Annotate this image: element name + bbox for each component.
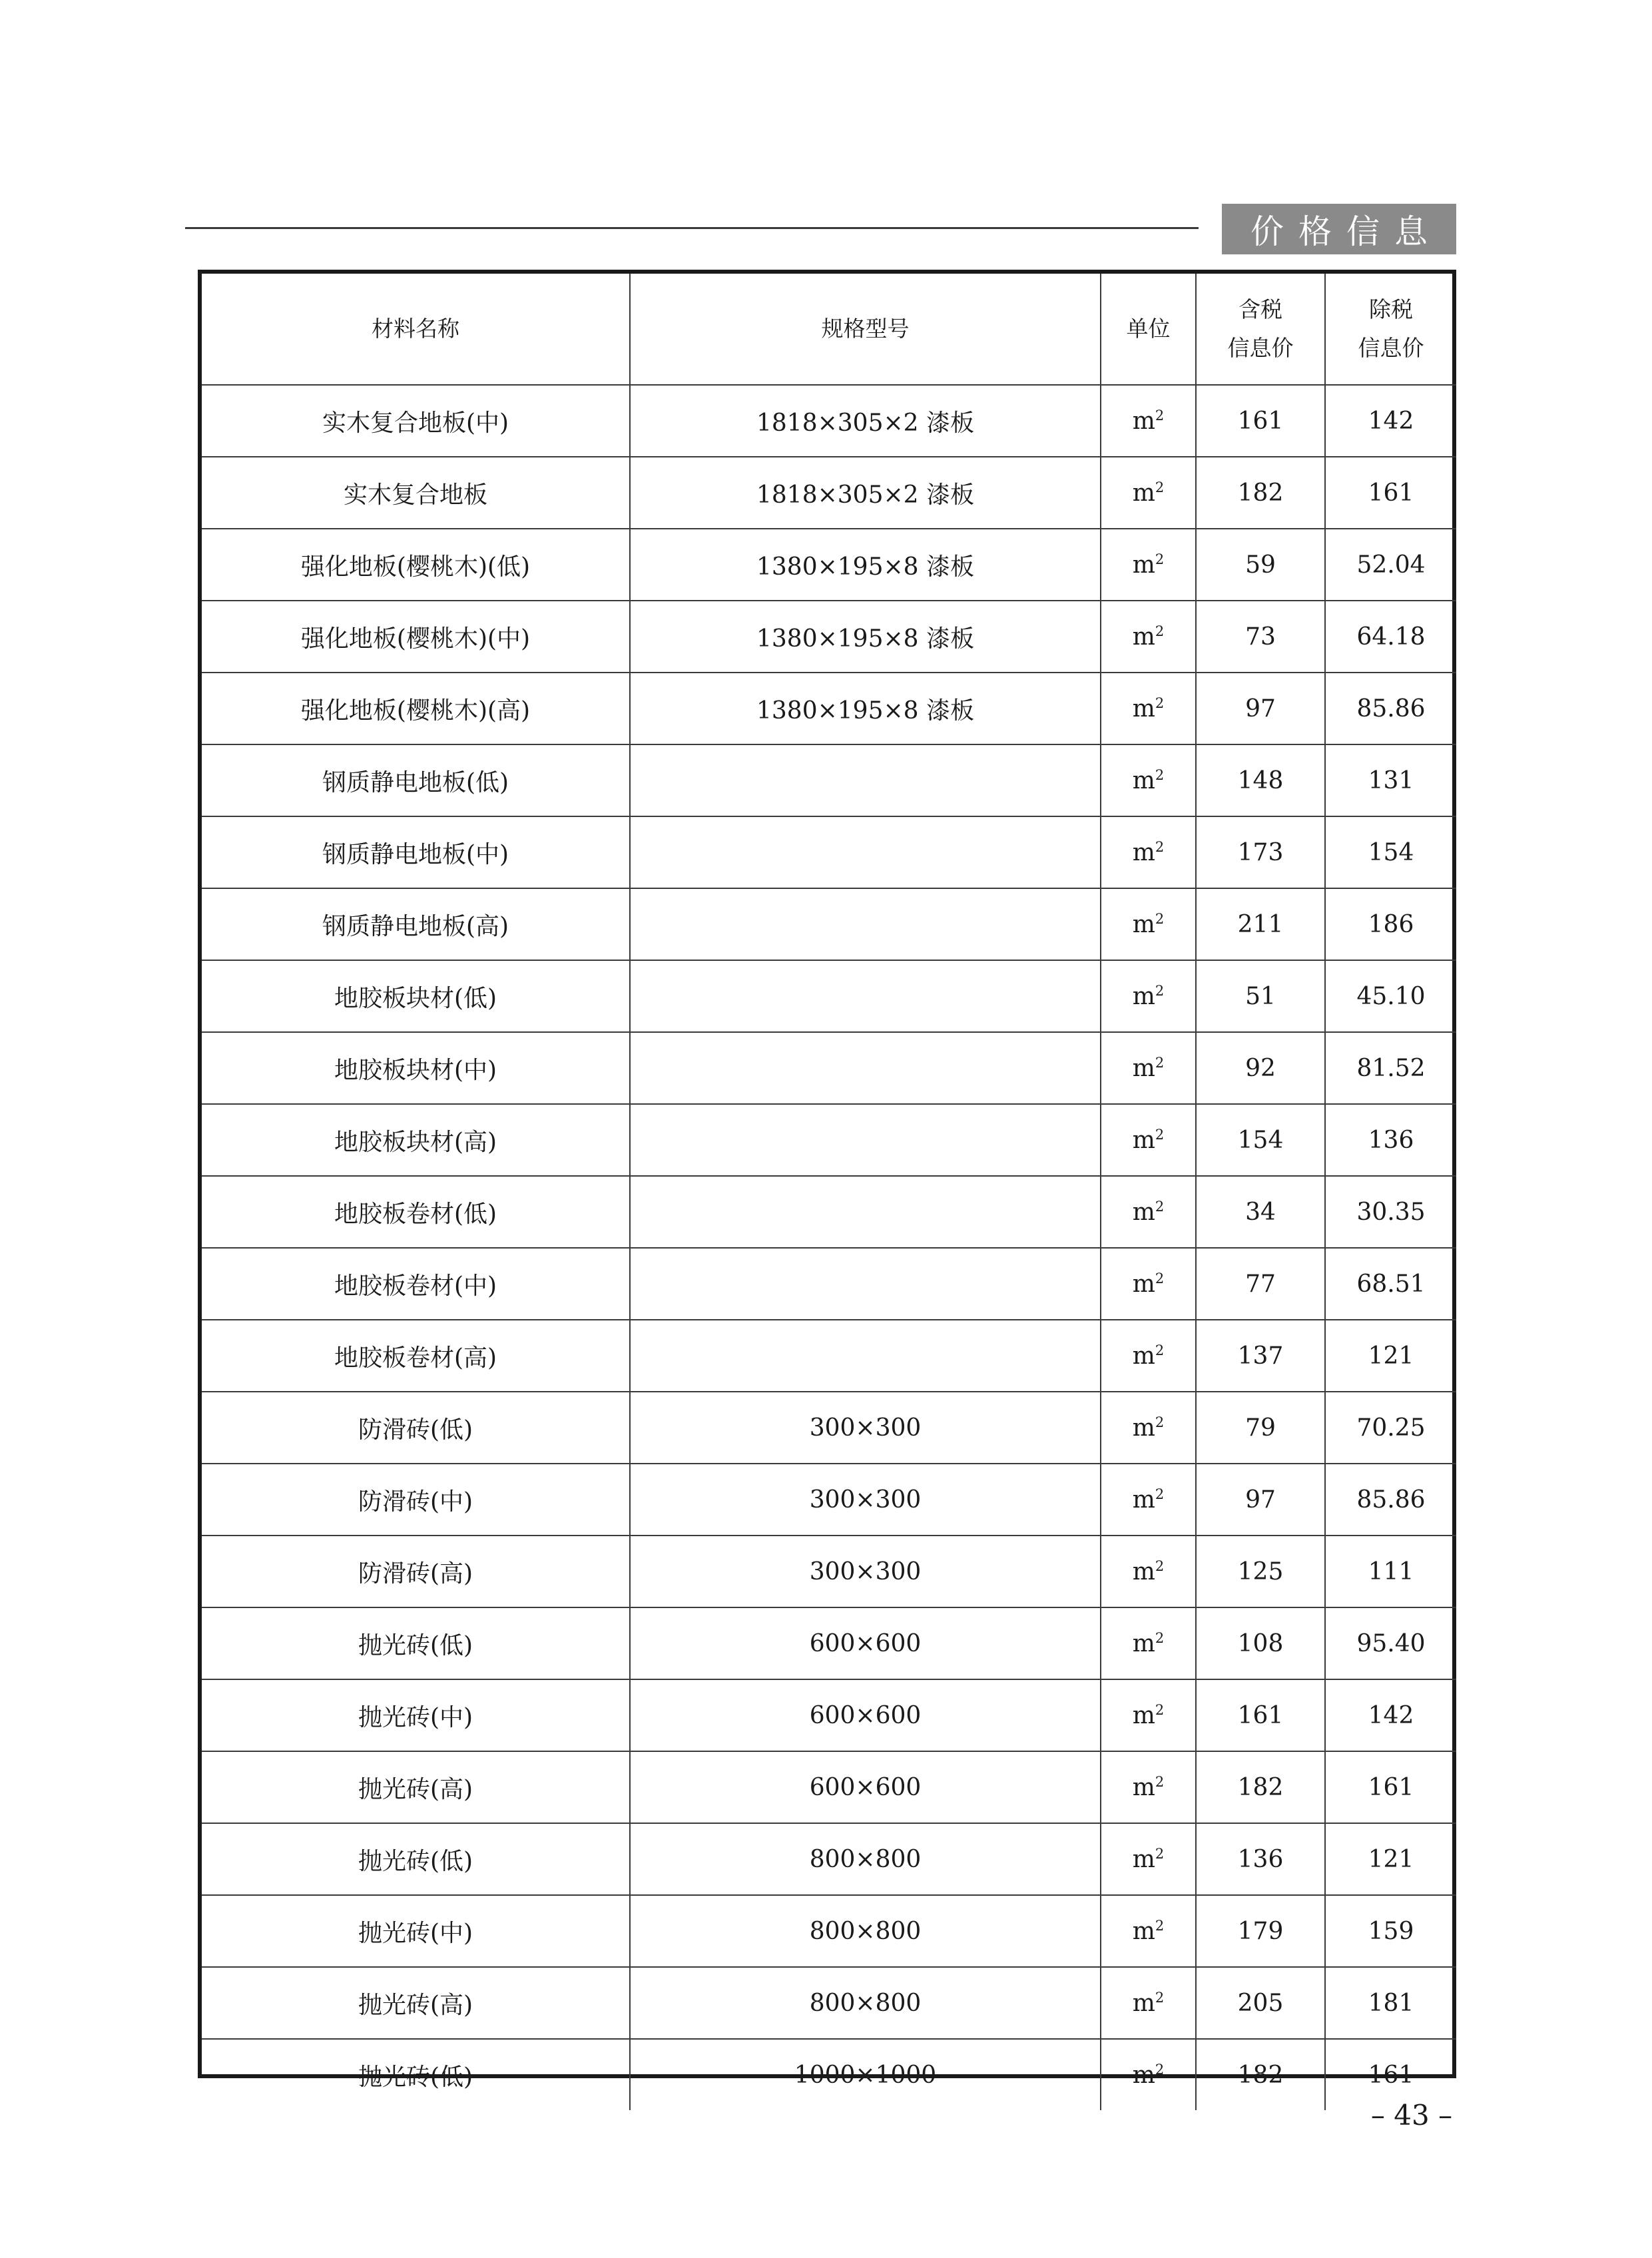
cell-unit — [1101, 601, 1196, 673]
unit-exponent: 2 — [1155, 407, 1165, 423]
cell-spec: 600×600 — [630, 1679, 1101, 1751]
unit-base: m — [1132, 1198, 1155, 1226]
cell-price-tax: 173 — [1196, 816, 1325, 888]
unit-base: m — [1132, 407, 1155, 435]
cell-price-notax: 131 — [1325, 744, 1456, 816]
table-row — [202, 385, 1456, 457]
unit-exponent: 2 — [1155, 910, 1165, 927]
column-header-line: 除税 — [1369, 296, 1413, 322]
cell-price-tax: 77 — [1196, 1248, 1325, 1320]
unit-exponent: 2 — [1155, 838, 1165, 855]
cell-price-notax: 161 — [1325, 2039, 1456, 2110]
unit-exponent: 2 — [1155, 1342, 1165, 1358]
section-tag — [1222, 204, 1456, 254]
unit-base: m — [1132, 2061, 1155, 2089]
unit-base: m — [1132, 1054, 1155, 1082]
cell-price-notax: 186 — [1325, 888, 1456, 960]
unit-base: m — [1132, 1629, 1155, 1657]
cell-material-name: 地胶板卷材(中) — [202, 1248, 630, 1320]
unit-exponent: 2 — [1155, 551, 1165, 567]
table-row — [202, 457, 1456, 529]
cell-material-name: 地胶板块材(中) — [202, 1032, 630, 1104]
cell-price-tax: 125 — [1196, 1536, 1325, 1607]
cell-spec: 300×300 — [630, 1392, 1101, 1464]
cell-unit — [1101, 1679, 1196, 1751]
cell-spec — [630, 1104, 1101, 1176]
unit-base: m — [1132, 766, 1155, 794]
unit-base: m — [1132, 623, 1155, 651]
cell-material-name: 强化地板(樱桃木)(中) — [202, 601, 630, 673]
cell-price-notax: 30.35 — [1325, 1176, 1456, 1248]
cell-price-tax: 79 — [1196, 1392, 1325, 1464]
column-header-line: 单位 — [1126, 316, 1171, 342]
unit-base: m — [1132, 1701, 1155, 1729]
cell-unit — [1101, 888, 1196, 960]
table-row — [202, 1320, 1456, 1392]
cell-price-tax: 205 — [1196, 1967, 1325, 2039]
cell-material-name: 强化地板(樱桃木)(高) — [202, 673, 630, 744]
cell-price-notax: 95.40 — [1325, 1607, 1456, 1679]
unit-exponent: 2 — [1155, 1414, 1165, 1430]
unit-base: m — [1132, 1773, 1155, 1801]
column-header-price-notax — [1325, 274, 1456, 385]
section-title: 价格信息 — [1250, 212, 1442, 251]
cell-price-tax: 108 — [1196, 1607, 1325, 1679]
cell-price-notax: 111 — [1325, 1536, 1456, 1607]
unit-base: m — [1132, 1270, 1155, 1298]
price-table-frame — [198, 270, 1456, 2091]
unit-base: m — [1132, 982, 1155, 1010]
unit-exponent: 2 — [1155, 766, 1165, 783]
cell-spec: 1380×195×8 漆板 — [630, 673, 1101, 744]
cell-spec — [630, 744, 1101, 816]
unit-exponent: 2 — [1155, 982, 1165, 999]
table-row — [202, 1607, 1456, 1679]
column-header-line: 信息价 — [1227, 335, 1294, 361]
cell-price-tax: 73 — [1196, 601, 1325, 673]
cell-material-name: 地胶板块材(低) — [202, 960, 630, 1032]
unit-base: m — [1132, 1414, 1155, 1442]
cell-unit — [1101, 457, 1196, 529]
unit-exponent: 2 — [1155, 1486, 1165, 1502]
cell-spec: 1818×305×2 漆板 — [630, 385, 1101, 457]
cell-price-notax: 142 — [1325, 385, 1456, 457]
table-row — [202, 1895, 1456, 1967]
unit-exponent: 2 — [1155, 1126, 1165, 1143]
unit-base: m — [1132, 1557, 1155, 1585]
cell-price-notax: 154 — [1325, 816, 1456, 888]
cell-unit — [1101, 960, 1196, 1032]
cell-price-notax: 64.18 — [1325, 601, 1456, 673]
unit-exponent: 2 — [1155, 1054, 1165, 1071]
cell-material-name: 抛光砖(低) — [202, 2039, 630, 2110]
cell-material-name: 钢质静电地板(中) — [202, 816, 630, 888]
cell-spec: 300×300 — [630, 1464, 1101, 1536]
cell-price-tax: 97 — [1196, 1464, 1325, 1536]
unit-base: m — [1132, 1126, 1155, 1154]
cell-spec: 600×600 — [630, 1751, 1101, 1823]
cell-spec: 800×800 — [630, 1823, 1101, 1895]
cell-unit — [1101, 1248, 1196, 1320]
cell-material-name: 抛光砖(低) — [202, 1607, 630, 1679]
cell-material-name: 抛光砖(低) — [202, 1823, 630, 1895]
cell-spec: 1000×1000 — [630, 2039, 1101, 2110]
table-row — [202, 1464, 1456, 1536]
cell-price-tax: 136 — [1196, 1823, 1325, 1895]
cell-material-name: 防滑砖(高) — [202, 1536, 630, 1607]
table-row — [202, 673, 1456, 744]
cell-material-name: 抛光砖(中) — [202, 1679, 630, 1751]
cell-spec: 800×800 — [630, 1967, 1101, 2039]
cell-price-tax: 161 — [1196, 385, 1325, 457]
unit-exponent: 2 — [1155, 1270, 1165, 1286]
cell-unit — [1101, 744, 1196, 816]
cell-price-notax: 181 — [1325, 1967, 1456, 2039]
cell-price-tax: 97 — [1196, 673, 1325, 744]
cell-price-notax: 161 — [1325, 457, 1456, 529]
cell-spec: 300×300 — [630, 1536, 1101, 1607]
table-row — [202, 601, 1456, 673]
cell-unit — [1101, 1320, 1196, 1392]
column-header-unit — [1101, 274, 1196, 385]
column-header-name — [202, 274, 630, 385]
table-row — [202, 744, 1456, 816]
cell-price-tax: 182 — [1196, 2039, 1325, 2110]
cell-material-name: 实木复合地板(中) — [202, 385, 630, 457]
cell-unit — [1101, 2039, 1196, 2110]
cell-spec — [630, 816, 1101, 888]
cell-spec — [630, 888, 1101, 960]
cell-spec — [630, 1248, 1101, 1320]
table-row — [202, 529, 1456, 601]
table-row — [202, 2039, 1456, 2110]
table-row — [202, 1248, 1456, 1320]
cell-price-tax: 92 — [1196, 1032, 1325, 1104]
cell-spec: 1380×195×8 漆板 — [630, 601, 1101, 673]
cell-material-name: 抛光砖(中) — [202, 1895, 630, 1967]
page-number: – 43 – — [1370, 2099, 1453, 2131]
cell-unit — [1101, 1176, 1196, 1248]
table-row — [202, 1967, 1456, 2039]
cell-material-name: 抛光砖(高) — [202, 1751, 630, 1823]
table-row — [202, 1823, 1456, 1895]
cell-spec — [630, 1176, 1101, 1248]
table-row — [202, 1392, 1456, 1464]
cell-material-name: 防滑砖(中) — [202, 1464, 630, 1536]
cell-price-notax: 161 — [1325, 1751, 1456, 1823]
cell-material-name: 抛光砖(高) — [202, 1967, 630, 2039]
unit-base: m — [1132, 1917, 1155, 1945]
unit-exponent: 2 — [1155, 2061, 1165, 2078]
unit-base: m — [1132, 1989, 1155, 2017]
column-header-line: 规格型号 — [821, 316, 910, 342]
cell-price-tax: 148 — [1196, 744, 1325, 816]
cell-spec: 1380×195×8 漆板 — [630, 529, 1101, 601]
column-header-spec — [630, 274, 1101, 385]
unit-exponent: 2 — [1155, 1773, 1165, 1790]
unit-exponent: 2 — [1155, 479, 1165, 495]
header-rule — [185, 227, 1199, 229]
cell-unit — [1101, 1751, 1196, 1823]
table-row — [202, 816, 1456, 888]
cell-price-tax: 59 — [1196, 529, 1325, 601]
cell-price-tax: 154 — [1196, 1104, 1325, 1176]
unit-exponent: 2 — [1155, 1629, 1165, 1646]
cell-price-tax: 137 — [1196, 1320, 1325, 1392]
cell-material-name: 钢质静电地板(高) — [202, 888, 630, 960]
unit-base: m — [1132, 1342, 1155, 1370]
cell-spec: 800×800 — [630, 1895, 1101, 1967]
cell-unit — [1101, 673, 1196, 744]
cell-price-tax: 179 — [1196, 1895, 1325, 1967]
table-row — [202, 1536, 1456, 1607]
cell-unit — [1101, 529, 1196, 601]
cell-price-notax: 85.86 — [1325, 1464, 1456, 1536]
cell-price-tax: 211 — [1196, 888, 1325, 960]
cell-price-notax: 159 — [1325, 1895, 1456, 1967]
cell-price-notax: 121 — [1325, 1320, 1456, 1392]
cell-price-tax: 51 — [1196, 960, 1325, 1032]
unit-base: m — [1132, 1486, 1155, 1514]
table-row — [202, 1751, 1456, 1823]
unit-exponent: 2 — [1155, 1989, 1165, 2006]
cell-spec: 1818×305×2 漆板 — [630, 457, 1101, 529]
cell-material-name: 钢质静电地板(低) — [202, 744, 630, 816]
table-body — [202, 385, 1456, 2110]
cell-price-notax: 81.52 — [1325, 1032, 1456, 1104]
cell-unit — [1101, 1104, 1196, 1176]
cell-material-name: 实木复合地板 — [202, 457, 630, 529]
table-header-row — [202, 274, 1456, 385]
cell-unit — [1101, 1967, 1196, 2039]
cell-material-name: 地胶板卷材(低) — [202, 1176, 630, 1248]
cell-price-notax: 52.04 — [1325, 529, 1456, 601]
unit-base: m — [1132, 551, 1155, 579]
cell-unit — [1101, 1607, 1196, 1679]
cell-unit — [1101, 1895, 1196, 1967]
cell-price-tax: 34 — [1196, 1176, 1325, 1248]
column-header-line: 材料名称 — [372, 316, 459, 342]
cell-material-name: 强化地板(樱桃木)(低) — [202, 529, 630, 601]
cell-unit — [1101, 816, 1196, 888]
cell-unit — [1101, 385, 1196, 457]
cell-price-notax: 68.51 — [1325, 1248, 1456, 1320]
cell-price-tax: 182 — [1196, 1751, 1325, 1823]
unit-base: m — [1132, 695, 1155, 722]
cell-unit — [1101, 1392, 1196, 1464]
cell-unit — [1101, 1464, 1196, 1536]
cell-price-notax: 85.86 — [1325, 673, 1456, 744]
cell-unit — [1101, 1536, 1196, 1607]
cell-price-tax: 161 — [1196, 1679, 1325, 1751]
table-row — [202, 960, 1456, 1032]
cell-price-notax: 45.10 — [1325, 960, 1456, 1032]
unit-exponent: 2 — [1155, 1557, 1165, 1574]
table-row — [202, 1176, 1456, 1248]
unit-exponent: 2 — [1155, 623, 1165, 639]
unit-base: m — [1132, 1845, 1155, 1873]
cell-price-tax: 182 — [1196, 457, 1325, 529]
cell-material-name: 防滑砖(低) — [202, 1392, 630, 1464]
unit-base: m — [1132, 838, 1155, 866]
cell-price-notax: 136 — [1325, 1104, 1456, 1176]
column-header-line: 信息价 — [1358, 335, 1424, 361]
cell-price-notax: 70.25 — [1325, 1392, 1456, 1464]
cell-price-notax: 142 — [1325, 1679, 1456, 1751]
cell-price-notax: 121 — [1325, 1823, 1456, 1895]
unit-base: m — [1132, 479, 1155, 507]
table-row — [202, 1032, 1456, 1104]
cell-material-name: 地胶板块材(高) — [202, 1104, 630, 1176]
cell-material-name: 地胶板卷材(高) — [202, 1320, 630, 1392]
unit-exponent: 2 — [1155, 1845, 1165, 1862]
column-header-line: 含税 — [1239, 296, 1282, 322]
cell-spec — [630, 960, 1101, 1032]
unit-exponent: 2 — [1155, 1917, 1165, 1934]
unit-exponent: 2 — [1155, 695, 1165, 711]
column-header-price-tax — [1196, 274, 1325, 385]
table-row — [202, 1104, 1456, 1176]
unit-exponent: 2 — [1155, 1701, 1165, 1718]
table-row — [202, 1679, 1456, 1751]
cell-unit — [1101, 1823, 1196, 1895]
cell-spec — [630, 1032, 1101, 1104]
table-row — [202, 888, 1456, 960]
unit-exponent: 2 — [1155, 1198, 1165, 1215]
cell-spec: 600×600 — [630, 1607, 1101, 1679]
unit-base: m — [1132, 910, 1155, 938]
cell-unit — [1101, 1032, 1196, 1104]
price-table — [202, 274, 1456, 2110]
cell-spec — [630, 1320, 1101, 1392]
